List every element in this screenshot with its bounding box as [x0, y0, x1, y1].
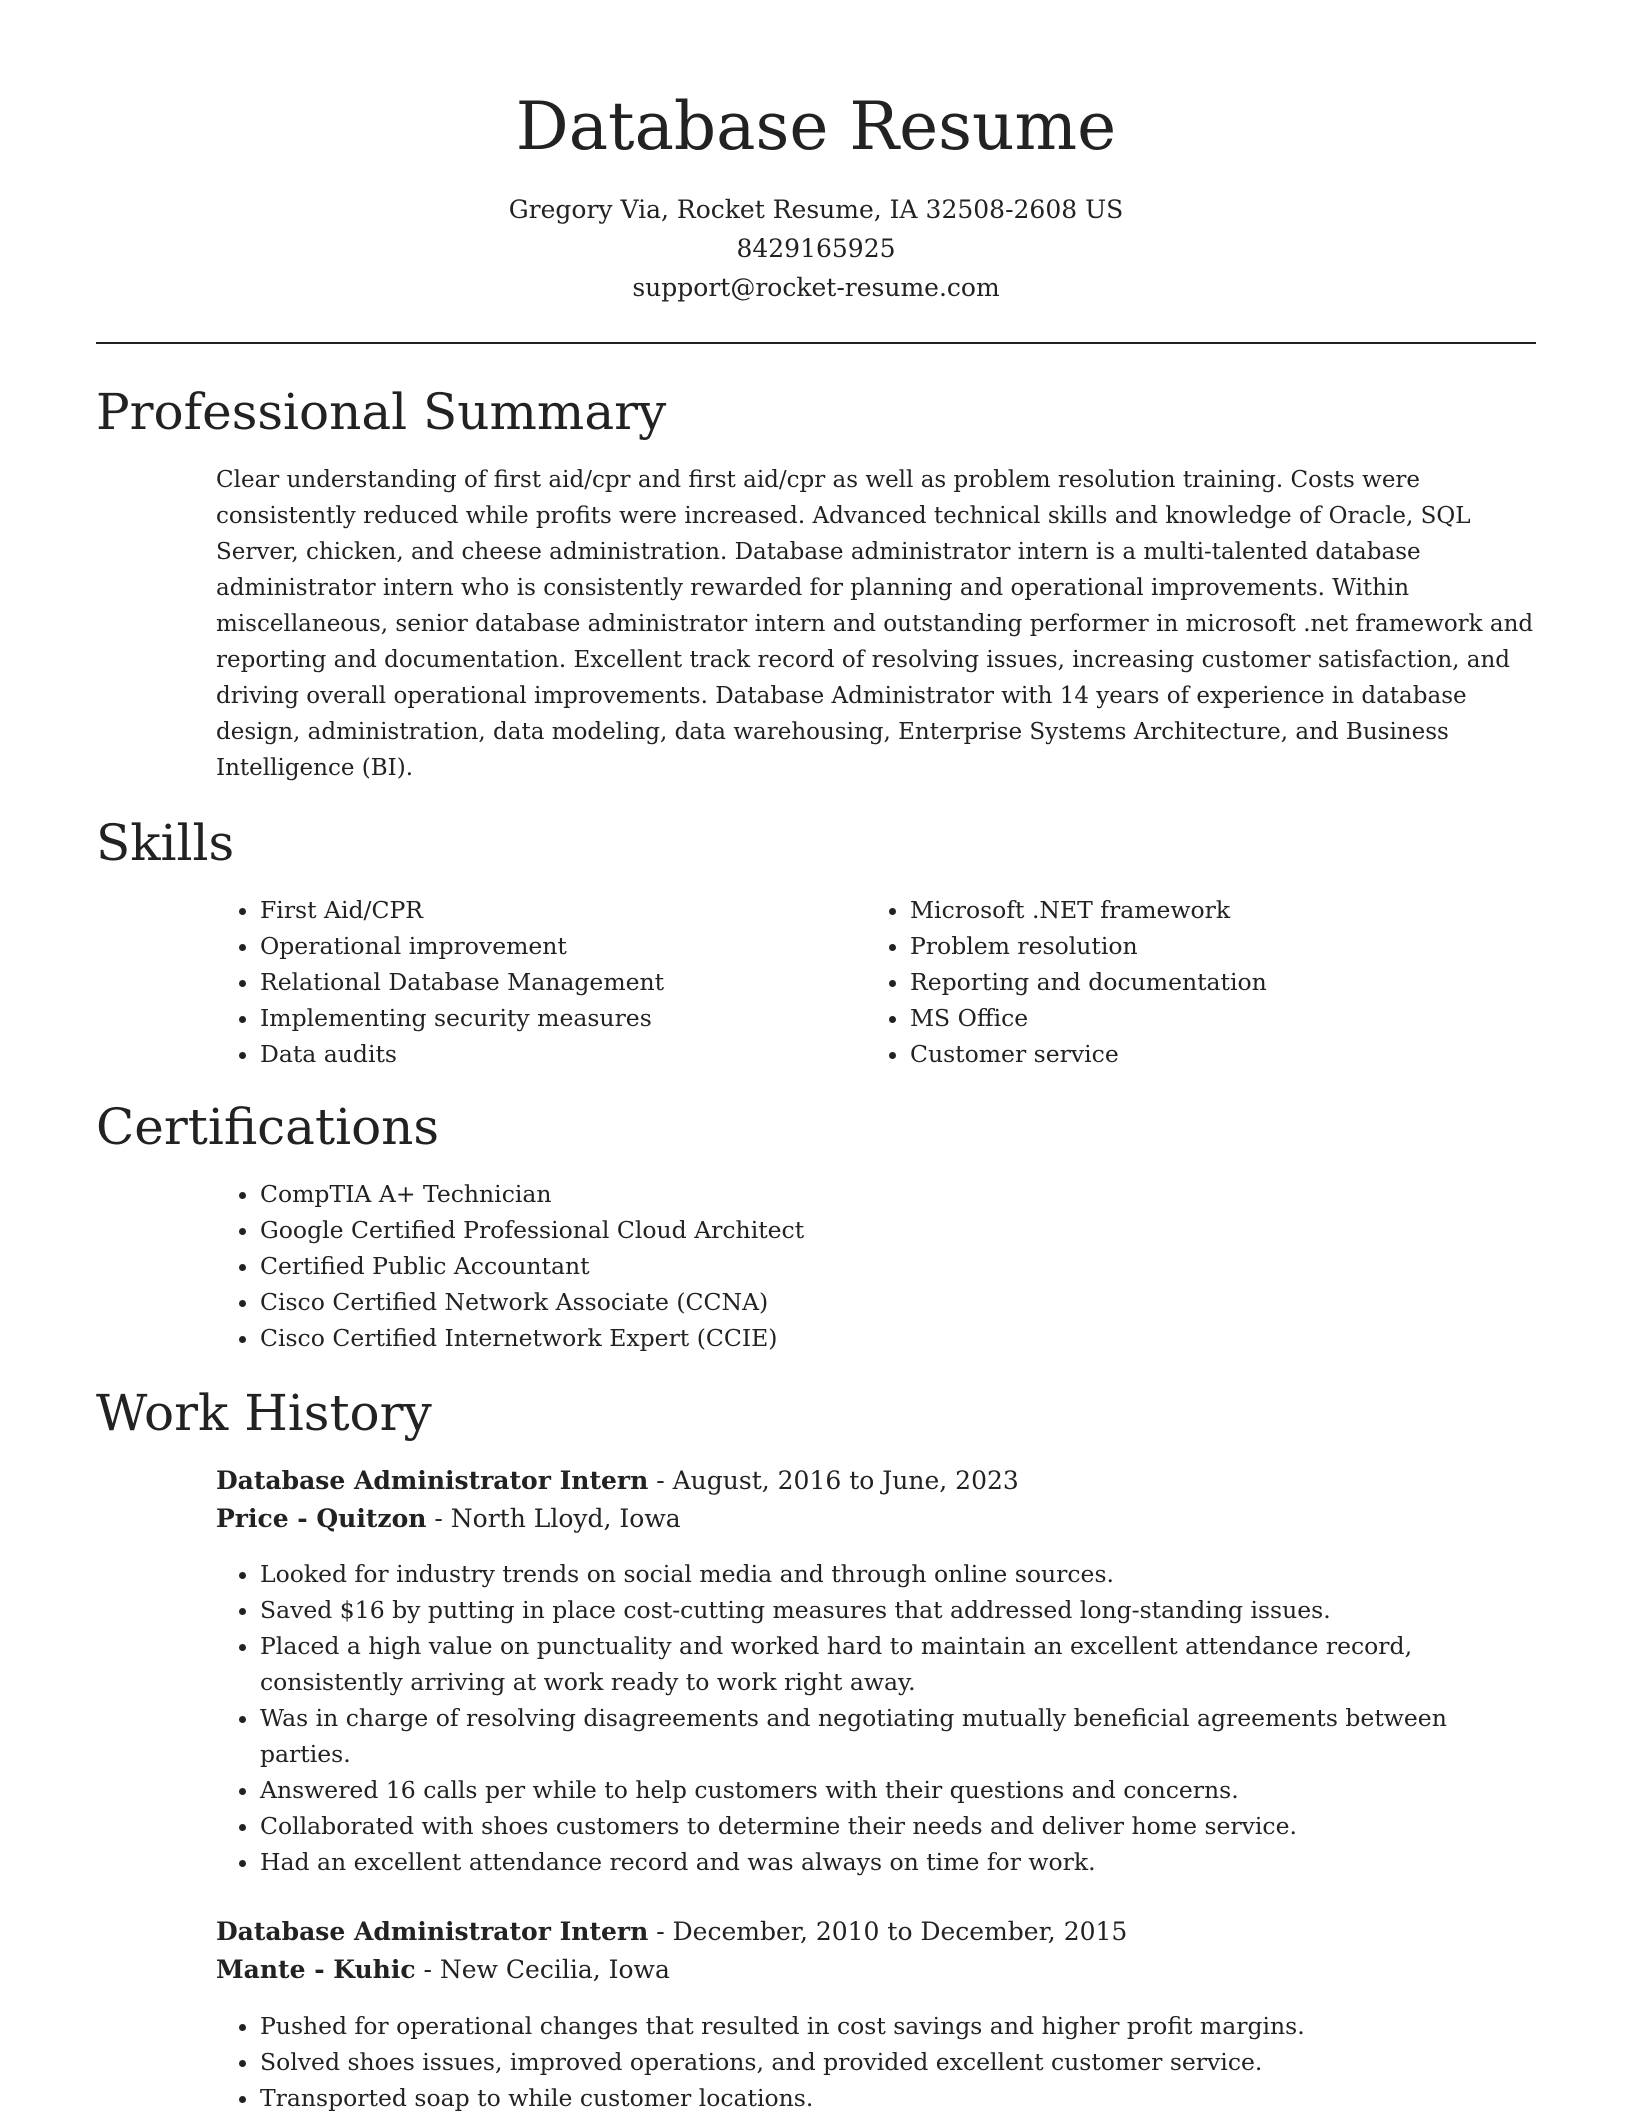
contact-block [0, 190, 1632, 307]
contact-phone: 8429165925 [736, 234, 896, 263]
certification-item: • Certified Public Accountant [260, 1248, 1540, 1284]
job-company: Mante - Kuhic [216, 1955, 416, 1984]
certifications-heading: Certifications [96, 1098, 440, 1156]
job-role: Database Administrator Intern [216, 1917, 649, 1946]
skill-item: • First Aid/CPR [260, 892, 860, 928]
certification-item: • Cisco Certified Network Associate (CCNA) [260, 1284, 1540, 1320]
job-bullet: • Pushed for operational changes that resulted in cost savings and higher profit margins. [260, 2008, 1510, 2044]
skill-item: • Customer service [910, 1036, 1550, 1072]
job-bullet: • Collaborated with shoes customers to determine their needs and deliver home service. [260, 1808, 1510, 1844]
certifications-list [216, 1176, 1540, 1356]
job-dates: - August, 2016 to June, 2023 [648, 1466, 1019, 1495]
job-company-line [216, 1500, 1019, 1538]
skill-item: • Operational improvement [260, 928, 860, 964]
certification-item: • Google Certified Professional Cloud Architect [260, 1212, 1540, 1248]
skill-item: • Data audits [260, 1036, 860, 1072]
certification-item: • CompTIA A+ Technician [260, 1176, 1540, 1212]
job-title-line [216, 1462, 1019, 1500]
job-header [216, 1462, 1019, 1538]
job-title-line [216, 1913, 1127, 1951]
job-bullet: • Looked for industry trends on social media and through online sources. [260, 1556, 1510, 1592]
summary-text: Clear understanding of first aid/cpr and first aid/cpr as well as problem resolution training. Costs were consistently reduced while profits were increased. Advanced technical skills and knowledge of Oracle, SQL Server, chicken, and cheese administration. Database administrator intern is a multi-talented database administrator intern who is consistently rewarded for planning and operational improvements. Within miscellaneous, senior database administrator intern and outstanding performer in microsoft .net framework and reporting and documentation. Excellent track record of resolving issues, increasing customer satisfaction, and driving overall operational improvements. Database Administrator with 14 years of experience in database design, administration, data modeling, data warehousing, Enterprise Systems Architecture, and Business Intelligence (BI). [216, 467, 1534, 781]
contact-address: Gregory Via, Rocket Resume, IA 32508-2608 US [508, 195, 1124, 224]
job-bullet: • Placed a high value on punctuality and worked hard to maintain an excellent attendance record, consistently arriving at work ready to work right away. [260, 1628, 1510, 1700]
job-dates: - December, 2010 to December, 2015 [648, 1917, 1128, 1946]
skill-item: • Implementing security measures [260, 1000, 860, 1036]
certification-item: • Cisco Certified Internetwork Expert (CCIE) [260, 1320, 1540, 1356]
summary-heading: Professional Summary [96, 383, 667, 441]
job-bullet: • Had an excellent attendance record and was always on time for work. [260, 1844, 1510, 1880]
resume-title: Database Resume [515, 88, 1117, 165]
skills-list-left [216, 892, 860, 1072]
work-history-heading: Work History [96, 1384, 432, 1442]
job-company-line [216, 1951, 1127, 1989]
contact-email: support@rocket-resume.com [632, 273, 1000, 302]
skill-item: • MS Office [910, 1000, 1550, 1036]
job-bullet: • Was in charge of resolving disagreements and negotiating mutually beneficial agreements between parties. [260, 1700, 1510, 1772]
job-bullets [216, 1556, 1510, 1880]
job-bullets [216, 2008, 1510, 2116]
job-bullet: • Answered 16 calls per while to help customers with their questions and concerns. [260, 1772, 1510, 1808]
job-location: - New Cecilia, Iowa [415, 1955, 670, 1984]
skill-item: • Reporting and documentation [910, 964, 1550, 1000]
skill-item: • Relational Database Management [260, 964, 860, 1000]
skill-item: • Microsoft .NET framework [910, 892, 1550, 928]
job-bullet: • Solved shoes issues, improved operations, and provided excellent customer service. [260, 2044, 1510, 2080]
job-role: Database Administrator Intern [216, 1466, 649, 1495]
skill-item: • Problem resolution [910, 928, 1550, 964]
job-location: - North Lloyd, Iowa [426, 1504, 681, 1533]
skills-heading: Skills [96, 814, 235, 872]
job-bullet: • Saved $16 by putting in place cost-cutting measures that addressed long-standing issues. [260, 1592, 1510, 1628]
job-header [216, 1913, 1127, 1989]
job-company: Price - Quitzon [216, 1504, 427, 1533]
header-divider [96, 342, 1536, 344]
skills-list-right [866, 892, 1550, 1072]
job-bullet: • Transported soap to while customer locations. [260, 2080, 1510, 2116]
